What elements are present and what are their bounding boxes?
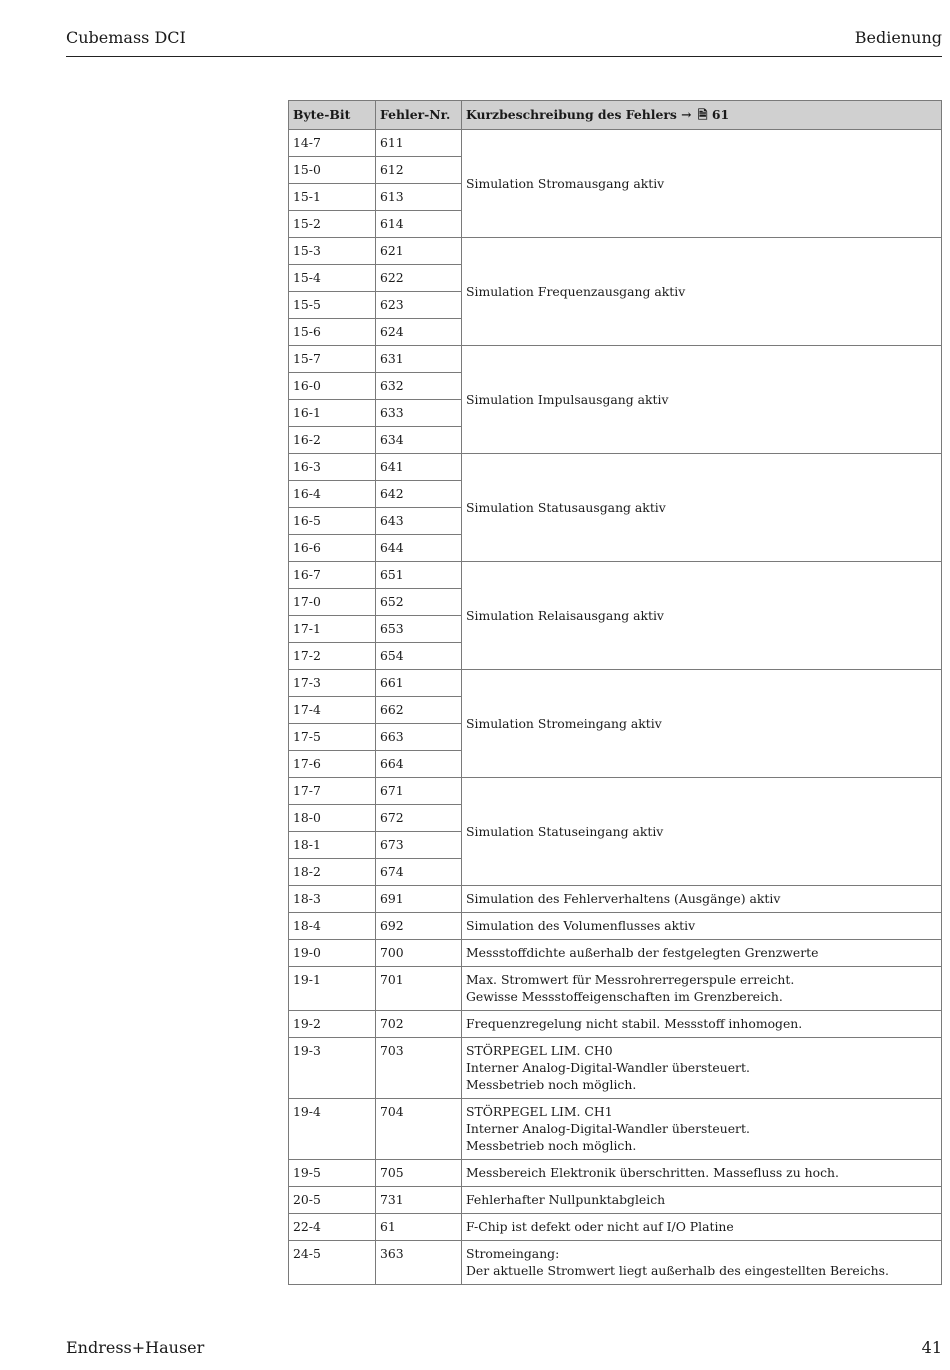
table-row (289, 1038, 942, 1099)
byte-bit-cell: 17-0 (289, 589, 376, 616)
description-line: Messstoffdichte außerhalb der festgelegten Grenzwerte (466, 945, 819, 960)
description-line: STÖRPEGEL LIM. CH1 (466, 1104, 613, 1119)
error-number-cell: 664 (376, 751, 462, 778)
description-line: Interner Analog-Digital-Wandler übersteuert. (466, 1060, 750, 1075)
description-cell (462, 238, 942, 346)
error-number-cell: 631 (376, 346, 462, 373)
byte-bit-cell: 19-0 (289, 940, 376, 967)
error-number-cell: 674 (376, 859, 462, 886)
error-number-cell: 651 (376, 562, 462, 589)
table-row (289, 562, 942, 589)
description-line: Der aktuelle Stromwert liegt außerhalb des eingestellten Bereichs. (466, 1263, 889, 1278)
byte-bit-cell: 15-1 (289, 184, 376, 211)
table-row (289, 778, 942, 805)
description-cell (462, 967, 942, 1011)
error-number-cell: 704 (376, 1099, 462, 1160)
description-line: Simulation Relaisausgang aktiv (466, 607, 664, 623)
document-icon: 🗎 (697, 108, 708, 122)
error-code-table (288, 100, 942, 1285)
error-number-cell: 632 (376, 373, 462, 400)
description-cell (462, 1160, 942, 1187)
error-number-cell: 702 (376, 1011, 462, 1038)
description-cell (462, 454, 942, 562)
description-cell (462, 1038, 942, 1099)
table-row (289, 1099, 942, 1160)
byte-bit-cell: 16-5 (289, 508, 376, 535)
description-line: Simulation Impulsausgang aktiv (466, 391, 669, 407)
error-number-cell: 652 (376, 589, 462, 616)
byte-bit-cell: 15-0 (289, 157, 376, 184)
description-line: Messbereich Elektronik überschritten. Massefluss zu hoch. (466, 1165, 839, 1180)
table-row (289, 1241, 942, 1285)
table-row (289, 238, 942, 265)
table-row (289, 886, 942, 913)
error-number-cell: 641 (376, 454, 462, 481)
byte-bit-cell: 24-5 (289, 1241, 376, 1285)
byte-bit-cell: 17-6 (289, 751, 376, 778)
error-number-cell: 663 (376, 724, 462, 751)
column-header-description-label: Kurzbeschreibung des Fehlers → (466, 107, 692, 122)
table-row (289, 454, 942, 481)
description-line: Frequenzregelung nicht stabil. Messstoff inhomogen. (466, 1016, 803, 1031)
byte-bit-cell: 16-3 (289, 454, 376, 481)
byte-bit-cell: 15-6 (289, 319, 376, 346)
error-number-cell: 653 (376, 616, 462, 643)
error-number-cell: 614 (376, 211, 462, 238)
error-number-cell: 700 (376, 940, 462, 967)
byte-bit-cell: 20-5 (289, 1187, 376, 1214)
column-header-error-number: Fehler-Nr. (376, 101, 462, 130)
error-number-cell: 654 (376, 643, 462, 670)
error-number-cell: 624 (376, 319, 462, 346)
error-number-cell: 731 (376, 1187, 462, 1214)
description-line: STÖRPEGEL LIM. CH0 (466, 1043, 613, 1058)
column-header-page-ref: 61 (711, 107, 730, 122)
column-header-byte-bit: Byte-Bit (289, 101, 376, 130)
footer-brand: Endress+Hauser (66, 1338, 205, 1357)
byte-bit-cell: 19-4 (289, 1099, 376, 1160)
byte-bit-cell: 16-7 (289, 562, 376, 589)
description-cell (462, 1241, 942, 1285)
byte-bit-cell: 19-5 (289, 1160, 376, 1187)
table-row (289, 967, 942, 1011)
description-cell (462, 913, 942, 940)
description-cell (462, 1099, 942, 1160)
error-number-cell: 701 (376, 967, 462, 1011)
byte-bit-cell: 15-3 (289, 238, 376, 265)
description-cell (462, 1214, 942, 1241)
error-number-cell: 622 (376, 265, 462, 292)
error-number-cell: 613 (376, 184, 462, 211)
error-number-cell: 634 (376, 427, 462, 454)
table-row (289, 940, 942, 967)
byte-bit-cell: 17-1 (289, 616, 376, 643)
byte-bit-cell: 16-0 (289, 373, 376, 400)
description-line: F-Chip ist defekt oder nicht auf I/O Platine (466, 1219, 734, 1234)
description-line: Simulation Statusausgang aktiv (466, 499, 666, 515)
byte-bit-cell: 18-1 (289, 832, 376, 859)
error-number-cell: 643 (376, 508, 462, 535)
description-cell (462, 346, 942, 454)
description-line: Messbetrieb noch möglich. (466, 1138, 637, 1153)
byte-bit-cell: 16-6 (289, 535, 376, 562)
description-line: Simulation des Volumenflusses aktiv (466, 918, 696, 933)
byte-bit-cell: 18-2 (289, 859, 376, 886)
byte-bit-cell: 18-4 (289, 913, 376, 940)
description-line: Stromeingang: (466, 1246, 560, 1261)
description-line: Gewisse Messstoffeigenschaften im Grenzbereich. (466, 989, 783, 1004)
byte-bit-cell: 15-2 (289, 211, 376, 238)
error-number-cell: 623 (376, 292, 462, 319)
description-cell (462, 778, 942, 886)
error-number-cell: 662 (376, 697, 462, 724)
byte-bit-cell: 16-1 (289, 400, 376, 427)
byte-bit-cell: 19-1 (289, 967, 376, 1011)
byte-bit-cell: 16-2 (289, 427, 376, 454)
byte-bit-cell: 17-5 (289, 724, 376, 751)
byte-bit-cell: 22-4 (289, 1214, 376, 1241)
header-product-name: Cubemass DCI (66, 28, 186, 47)
description-cell (462, 940, 942, 967)
table-row (289, 1214, 942, 1241)
byte-bit-cell: 19-2 (289, 1011, 376, 1038)
byte-bit-cell: 14-7 (289, 130, 376, 157)
byte-bit-cell: 15-4 (289, 265, 376, 292)
table-row (289, 913, 942, 940)
description-cell (462, 562, 942, 670)
table-row (289, 346, 942, 373)
table-row (289, 1011, 942, 1038)
byte-bit-cell: 16-4 (289, 481, 376, 508)
description-line: Simulation Stromeingang aktiv (466, 715, 662, 731)
error-number-cell: 644 (376, 535, 462, 562)
table-body (289, 130, 942, 1285)
description-cell (462, 130, 942, 238)
error-number-cell: 612 (376, 157, 462, 184)
description-cell (462, 886, 942, 913)
error-number-cell: 661 (376, 670, 462, 697)
error-number-cell: 621 (376, 238, 462, 265)
byte-bit-cell: 15-5 (289, 292, 376, 319)
table-header-row (289, 101, 942, 130)
byte-bit-cell: 18-0 (289, 805, 376, 832)
description-line: Simulation Frequenzausgang aktiv (466, 283, 686, 299)
error-number-cell: 633 (376, 400, 462, 427)
byte-bit-cell: 17-4 (289, 697, 376, 724)
description-line: Max. Stromwert für Messrohrerregerspule erreicht. (466, 972, 795, 987)
description-cell (462, 670, 942, 778)
description-cell (462, 1187, 942, 1214)
column-header-description (462, 101, 942, 130)
description-cell (462, 1011, 942, 1038)
byte-bit-cell: 15-7 (289, 346, 376, 373)
error-number-cell: 61 (376, 1214, 462, 1241)
description-line: Simulation des Fehlerverhaltens (Ausgänge) aktiv (466, 891, 781, 906)
description-line: Messbetrieb noch möglich. (466, 1077, 637, 1092)
description-line: Interner Analog-Digital-Wandler übersteuert. (466, 1121, 750, 1136)
error-number-cell: 692 (376, 913, 462, 940)
error-number-cell: 691 (376, 886, 462, 913)
description-line: Simulation Statuseingang aktiv (466, 823, 664, 839)
page-header (66, 28, 942, 57)
error-number-cell: 672 (376, 805, 462, 832)
table-row (289, 1187, 942, 1214)
description-line: Fehlerhafter Nullpunktabgleich (466, 1192, 666, 1207)
page-number: 41 (921, 1338, 942, 1357)
table-row (289, 670, 942, 697)
error-number-cell: 705 (376, 1160, 462, 1187)
header-section-title: Bedienung (854, 28, 942, 47)
table-row (289, 130, 942, 157)
byte-bit-cell: 17-2 (289, 643, 376, 670)
error-number-cell: 671 (376, 778, 462, 805)
byte-bit-cell: 17-3 (289, 670, 376, 697)
error-number-cell: 363 (376, 1241, 462, 1285)
error-number-cell: 703 (376, 1038, 462, 1099)
error-number-cell: 673 (376, 832, 462, 859)
error-number-cell: 611 (376, 130, 462, 157)
description-line: Simulation Stromausgang aktiv (466, 175, 665, 191)
table-row (289, 1160, 942, 1187)
byte-bit-cell: 18-3 (289, 886, 376, 913)
error-number-cell: 642 (376, 481, 462, 508)
byte-bit-cell: 17-7 (289, 778, 376, 805)
byte-bit-cell: 19-3 (289, 1038, 376, 1099)
